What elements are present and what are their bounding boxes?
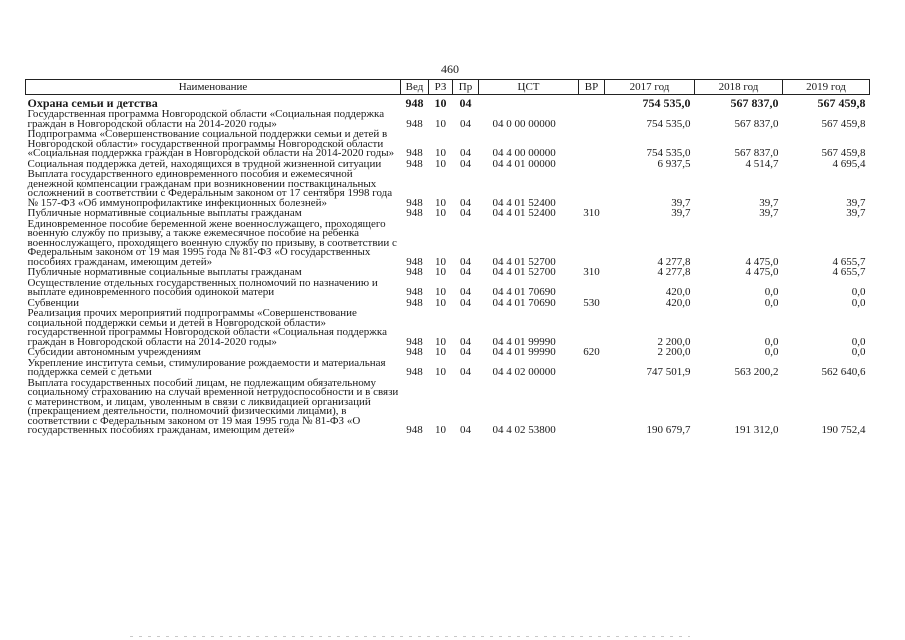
scan-artifact-line — [130, 636, 690, 637]
header-2018: 2018 год — [695, 80, 783, 95]
cell-ved: 948 — [406, 117, 423, 130]
cell-pr: 04 — [460, 147, 471, 159]
cell-vr — [579, 378, 605, 436]
cell-pr: 04 — [460, 296, 471, 309]
cell-y2018: 0,0 — [764, 346, 779, 358]
cell-pr: 04 — [460, 157, 471, 170]
header-ved: Вед — [401, 80, 429, 95]
cell-y2017: 754 535,0 — [642, 96, 691, 110]
cell-y2017: 754 535,0 — [646, 117, 691, 130]
cell-ved: 948 — [406, 346, 423, 358]
table-row — [26, 347, 870, 358]
table-row — [26, 95, 870, 110]
table-row — [26, 169, 870, 208]
cell-y2018: 0,0 — [764, 296, 779, 309]
cell-ved: 948 — [406, 366, 423, 378]
cell-rz: 10 — [435, 157, 446, 170]
table-body — [26, 95, 870, 436]
table-row — [26, 308, 870, 347]
header-2017: 2017 год — [605, 80, 695, 95]
cell-y2017: 39,7 — [671, 207, 691, 219]
cell-vr — [579, 159, 605, 170]
cell-rz: 10 — [435, 335, 446, 348]
cell-name: Реализация прочих мероприятий подпрограммы «Совершенствование социальной поддержки семьи и детей в Новгородской области» государственной программы Новгородской области «Социальная поддержка граждан в Новгородской области на 2014-2020 годы» — [27, 307, 387, 348]
table-row — [26, 278, 870, 298]
cell-y2017: 39,7 — [671, 196, 691, 209]
cell-y2019: 39,7 — [846, 196, 866, 209]
cell-name: Публичные нормативные социальные выплаты гражданам — [27, 207, 302, 219]
cell-pr: 04 — [459, 96, 472, 110]
cell-cst: 04 4 01 52400 — [492, 207, 556, 219]
cell-rz: 10 — [435, 346, 446, 358]
cell-y2019: 567 459,8 — [817, 96, 866, 110]
cell-vr — [579, 219, 605, 268]
cell-y2018: 563 200,2 — [734, 366, 779, 378]
cell-y2017: 420,0 — [665, 296, 691, 309]
cell-ved: 948 — [406, 424, 423, 436]
cell-pr: 04 — [460, 266, 471, 278]
table-row — [26, 109, 870, 129]
cell-vr — [579, 169, 605, 208]
cell-cst: 04 0 00 00000 — [492, 117, 556, 130]
cell-y2017: 754 535,0 — [646, 147, 691, 159]
table-row — [26, 208, 870, 219]
cell-y2019: 190 752,4 — [821, 424, 866, 436]
cell-y2017: 6 937,5 — [657, 157, 691, 170]
cell-ved: 948 — [405, 96, 424, 110]
cell-pr: 04 — [460, 117, 471, 130]
header-2019: 2019 год — [783, 80, 870, 95]
cell-cst: 04 4 01 00000 — [492, 157, 556, 170]
cell-ved: 948 — [406, 335, 423, 348]
cell-name: Выплата государственного единовременного пособия и ежемесячной денежной компенсации гражданам при возникновении поствакцинальных осложнений в соответствии с Федеральным законом от 17 сентября 1998 года № 157-ФЗ «Об иммунопрофилактике инфекционных болезней» — [27, 168, 393, 209]
table-header-row — [26, 80, 870, 95]
cell-name: Осуществление отдельных государственных полномочий по назначению и выплате единовременного пособия одинокой матери — [27, 276, 378, 298]
cell-y2018: 191 312,0 — [734, 424, 779, 436]
cell-rz: 10 — [435, 366, 446, 378]
cell-y2019: 567 459,8 — [821, 117, 866, 130]
cell-name: Субвенции — [27, 296, 80, 309]
cell-pr: 04 — [460, 346, 471, 358]
cell-y2018: 567 837,0 — [734, 147, 779, 159]
table-row — [26, 358, 870, 378]
cell-pr: 04 — [460, 366, 471, 378]
cell-y2017: 4 277,8 — [657, 266, 691, 278]
cell-y2017: 2 200,0 — [657, 335, 691, 348]
cell-rz: 10 — [435, 207, 446, 219]
cell-name: Охрана семьи и детства — [27, 96, 158, 110]
cell-cst: 04 4 01 52700 — [492, 255, 556, 268]
cell-name: Публичные нормативные социальные выплаты гражданам — [27, 266, 302, 278]
cell-ved: 948 — [406, 157, 423, 170]
cell-rz: 10 — [435, 117, 446, 130]
cell-cst: 04 4 01 99990 — [492, 346, 556, 358]
cell-name: Государственная программа Новгородской области «Социальная поддержка граждан в Новгородской области на 2014-2020 годы» — [27, 108, 385, 130]
cell-y2018: 0,0 — [764, 335, 779, 348]
cell-cst: 04 4 01 70690 — [492, 286, 556, 298]
cell-y2018: 39,7 — [759, 207, 779, 219]
cell-y2019: 0,0 — [851, 296, 866, 309]
cell-cst: 04 4 01 99990 — [492, 335, 556, 348]
cell-name: Единовременное пособие беременной жене военнослужащего, проходящего военную службу по призыву, а также ежемесячное пособие на ребенка военнослужащего, проходящего военную службу по призыву, в соответствии с Федеральным законом от 19 мая 1995 года № 81-ФЗ «О государственных пособиях гражданам, имеющим детей» — [27, 217, 397, 268]
cell-vr: 620 — [583, 346, 600, 358]
cell-ved: 948 — [406, 255, 423, 268]
cell-y2019: 4 695,4 — [832, 157, 866, 170]
cell-pr: 04 — [460, 335, 471, 348]
cell-name: Субсидии автономным учреждениям — [27, 346, 201, 358]
cell-y2019: 4 655,7 — [832, 255, 866, 268]
cell-ved: 948 — [406, 286, 423, 298]
cell-y2018: 39,7 — [759, 196, 779, 209]
budget-table — [25, 79, 870, 436]
cell-y2018: 4 475,0 — [745, 266, 779, 278]
cell-rz: 10 — [435, 196, 446, 209]
cell-name: Подпрограмма «Совершенствование социальной поддержки семьи и детей в Новгородской области» государственной программы Новгородской области «Социальная поддержка граждан в Новгородской области на 2014-2020 годы» — [27, 128, 395, 159]
cell-y2017: 2 200,0 — [657, 346, 691, 358]
cell-pr: 04 — [460, 207, 471, 219]
cell-y2017: 4 277,8 — [657, 255, 691, 268]
table-row — [26, 378, 870, 436]
cell-rz: 10 — [435, 296, 446, 309]
cell-y2018: 4 475,0 — [745, 255, 779, 268]
cell-cst: 04 4 01 70690 — [492, 296, 556, 309]
cell-vr — [579, 95, 605, 110]
cell-cst: 04 4 01 52400 — [492, 196, 556, 209]
header-cst: ЦСТ — [479, 80, 579, 95]
cell-name: Укрепление института семьи, стимулирование рождаемости и материальная поддержка семей с детьми — [27, 356, 386, 378]
cell-pr: 04 — [460, 196, 471, 209]
cell-y2019: 562 640,6 — [821, 366, 866, 378]
header-name: Наименование — [26, 80, 401, 95]
cell-ved: 948 — [406, 266, 423, 278]
table-row — [26, 219, 870, 268]
cell-ved: 948 — [406, 147, 423, 159]
cell-y2018: 0,0 — [764, 286, 779, 298]
cell-rz: 10 — [435, 424, 446, 436]
cell-vr — [579, 129, 605, 159]
cell-ved: 948 — [406, 296, 423, 309]
cell-cst: 04 4 02 00000 — [492, 366, 556, 378]
cell-name: Социальная поддержка детей, находящихся в трудной жизненной ситуации — [27, 157, 382, 170]
table-row — [26, 129, 870, 159]
header-pr: Пр — [453, 80, 479, 95]
cell-cst: 04 4 01 52700 — [492, 266, 556, 278]
cell-y2017: 747 501,9 — [646, 366, 691, 378]
cell-rz: 10 — [434, 96, 447, 110]
cell-vr — [579, 109, 605, 129]
cell-vr — [579, 308, 605, 347]
cell-cst — [479, 95, 579, 110]
cell-pr: 04 — [460, 286, 471, 298]
cell-cst: 04 4 02 53800 — [492, 424, 556, 436]
cell-y2019: 39,7 — [846, 207, 866, 219]
cell-pr: 04 — [460, 424, 471, 436]
cell-y2019: 0,0 — [851, 335, 866, 348]
cell-rz: 10 — [435, 147, 446, 159]
cell-name: Выплата государственных пособий лицам, не подлежащим обязательному социальному страхованию на случай временной нетрудоспособности и в связи с материнством, и лицам, уволенным в связи с ликвидацией организаций (прекращением деятельности, полномочий физическими лицами), в соответствии с Федеральным законом от 19 мая 1995 года № 81-ФЗ «О государственных пособиях гражданам, имеющим детей» — [27, 376, 399, 436]
cell-y2019: 0,0 — [851, 286, 866, 298]
cell-vr: 310 — [583, 266, 600, 278]
cell-ved: 948 — [406, 196, 423, 209]
cell-ved: 948 — [406, 207, 423, 219]
cell-y2018: 567 837,0 — [734, 117, 779, 130]
cell-y2017: 190 679,7 — [646, 424, 691, 436]
table-row — [26, 267, 870, 278]
cell-y2017: 420,0 — [665, 286, 691, 298]
cell-y2019: 0,0 — [851, 346, 866, 358]
header-vr: ВР — [579, 80, 605, 95]
cell-pr: 04 — [460, 255, 471, 268]
cell-vr: 310 — [583, 207, 600, 219]
cell-vr — [579, 358, 605, 378]
cell-y2018: 567 837,0 — [730, 96, 779, 110]
cell-rz: 10 — [435, 266, 446, 278]
cell-y2019: 567 459,8 — [821, 147, 866, 159]
cell-y2018: 4 514,7 — [745, 157, 779, 170]
cell-y2019: 4 655,7 — [832, 266, 866, 278]
cell-rz: 10 — [435, 255, 446, 268]
cell-rz: 10 — [435, 286, 446, 298]
page-number: 460 — [441, 62, 459, 76]
cell-cst: 04 4 00 00000 — [492, 147, 556, 159]
cell-vr — [579, 278, 605, 298]
header-rz: РЗ — [429, 80, 453, 95]
cell-vr: 530 — [583, 296, 600, 309]
